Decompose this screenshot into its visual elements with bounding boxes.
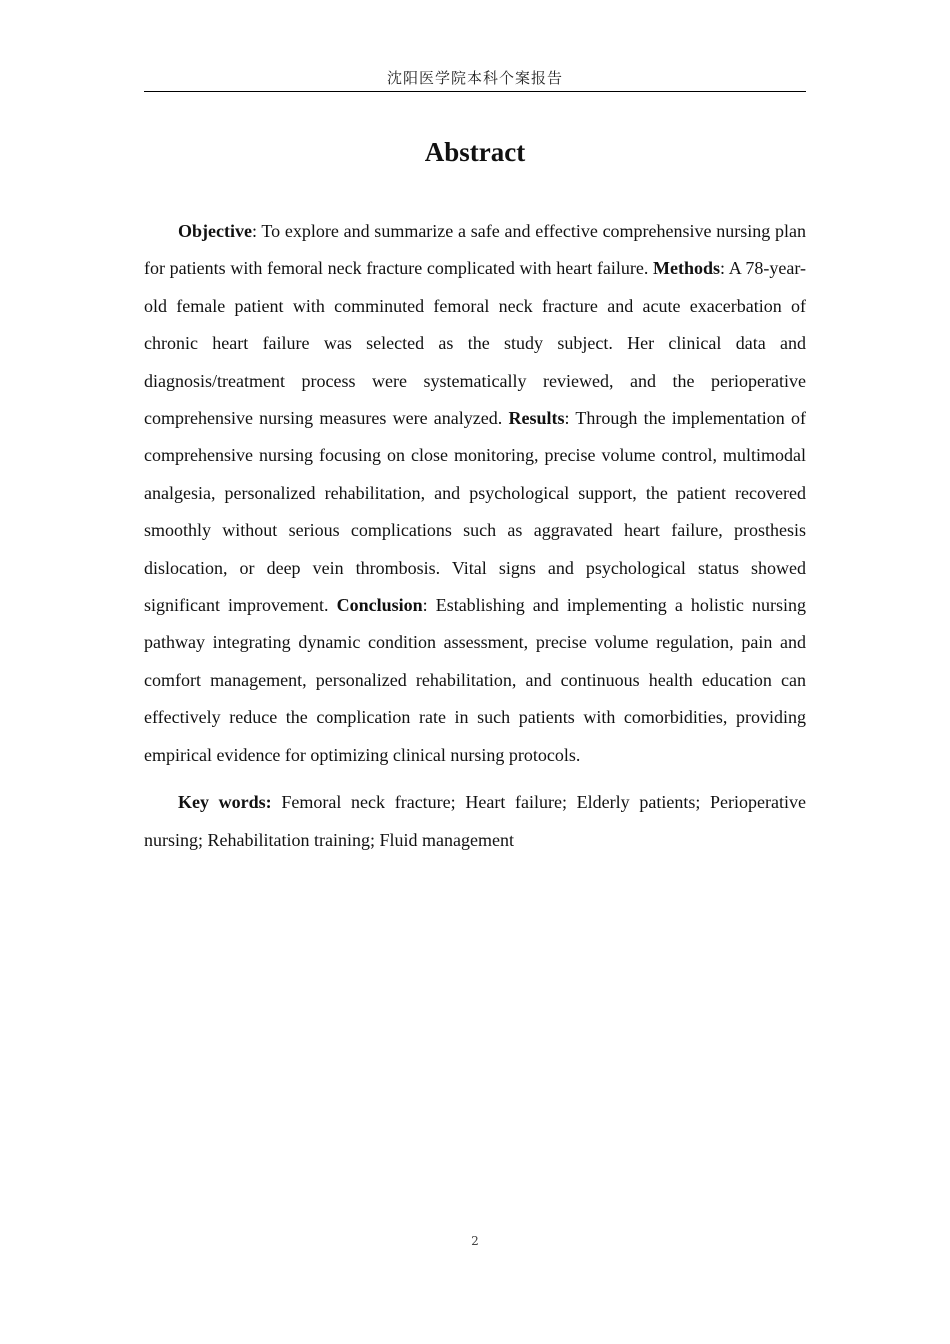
results-text: : Through the implementation of comprehensive nursing focusing on close monitoring, precise volume control, multimodal analgesia, personalized rehabilitation, and psychological support, the patient recovered smoothly without serious complications such as aggravated heart failure, prosthesis dislocation, or deep vein thrombosis. Vital signs and psychological status showed significant improvement. [144, 408, 806, 616]
conclusion-text: : Establishing and implementing a holistic nursing pathway integrating dynamic condition assessment, precise volume regulation, pain and comfort management, personalized rehabilitation, and continuous health education can effectively reduce the complication rate in such patients with comorbidities, providing empirical evidence for optimizing clinical nursing protocols. [144, 595, 806, 765]
methods-label: Methods [653, 258, 721, 279]
objective-label: Objective [178, 221, 252, 241]
keywords-label: Key words: [178, 792, 272, 813]
page-number: 2 [471, 1234, 479, 1248]
objective-text: : To explore and summarize a safe and effective comprehensive nursing plan for patients with femoral neck fracture complicated with heart failure. [144, 221, 806, 279]
header-rule [144, 91, 806, 92]
keywords-paragraph [144, 784, 806, 859]
conclusion-label: Conclusion [336, 595, 423, 616]
keywords-text: Femoral neck fracture; Heart failure; Elderly patients; Perioperative nursing; Rehabilitation training; Fluid management [144, 792, 806, 850]
running-header: 沈阳医学院本科个案报告 [386, 69, 563, 87]
abstract-paragraph [144, 213, 806, 774]
abstract-title: Abstract [424, 137, 526, 167]
results-label: Results [508, 408, 565, 429]
abstract-body [144, 213, 806, 859]
methods-text: : A 78-year-old female patient with comminuted femoral neck fracture and acute exacerbation of chronic heart failure was selected as the study subject. Her clinical data and diagnosis/treatment process were systematically reviewed, and the perioperative comprehensive nursing measures were analyzed. [144, 258, 806, 429]
